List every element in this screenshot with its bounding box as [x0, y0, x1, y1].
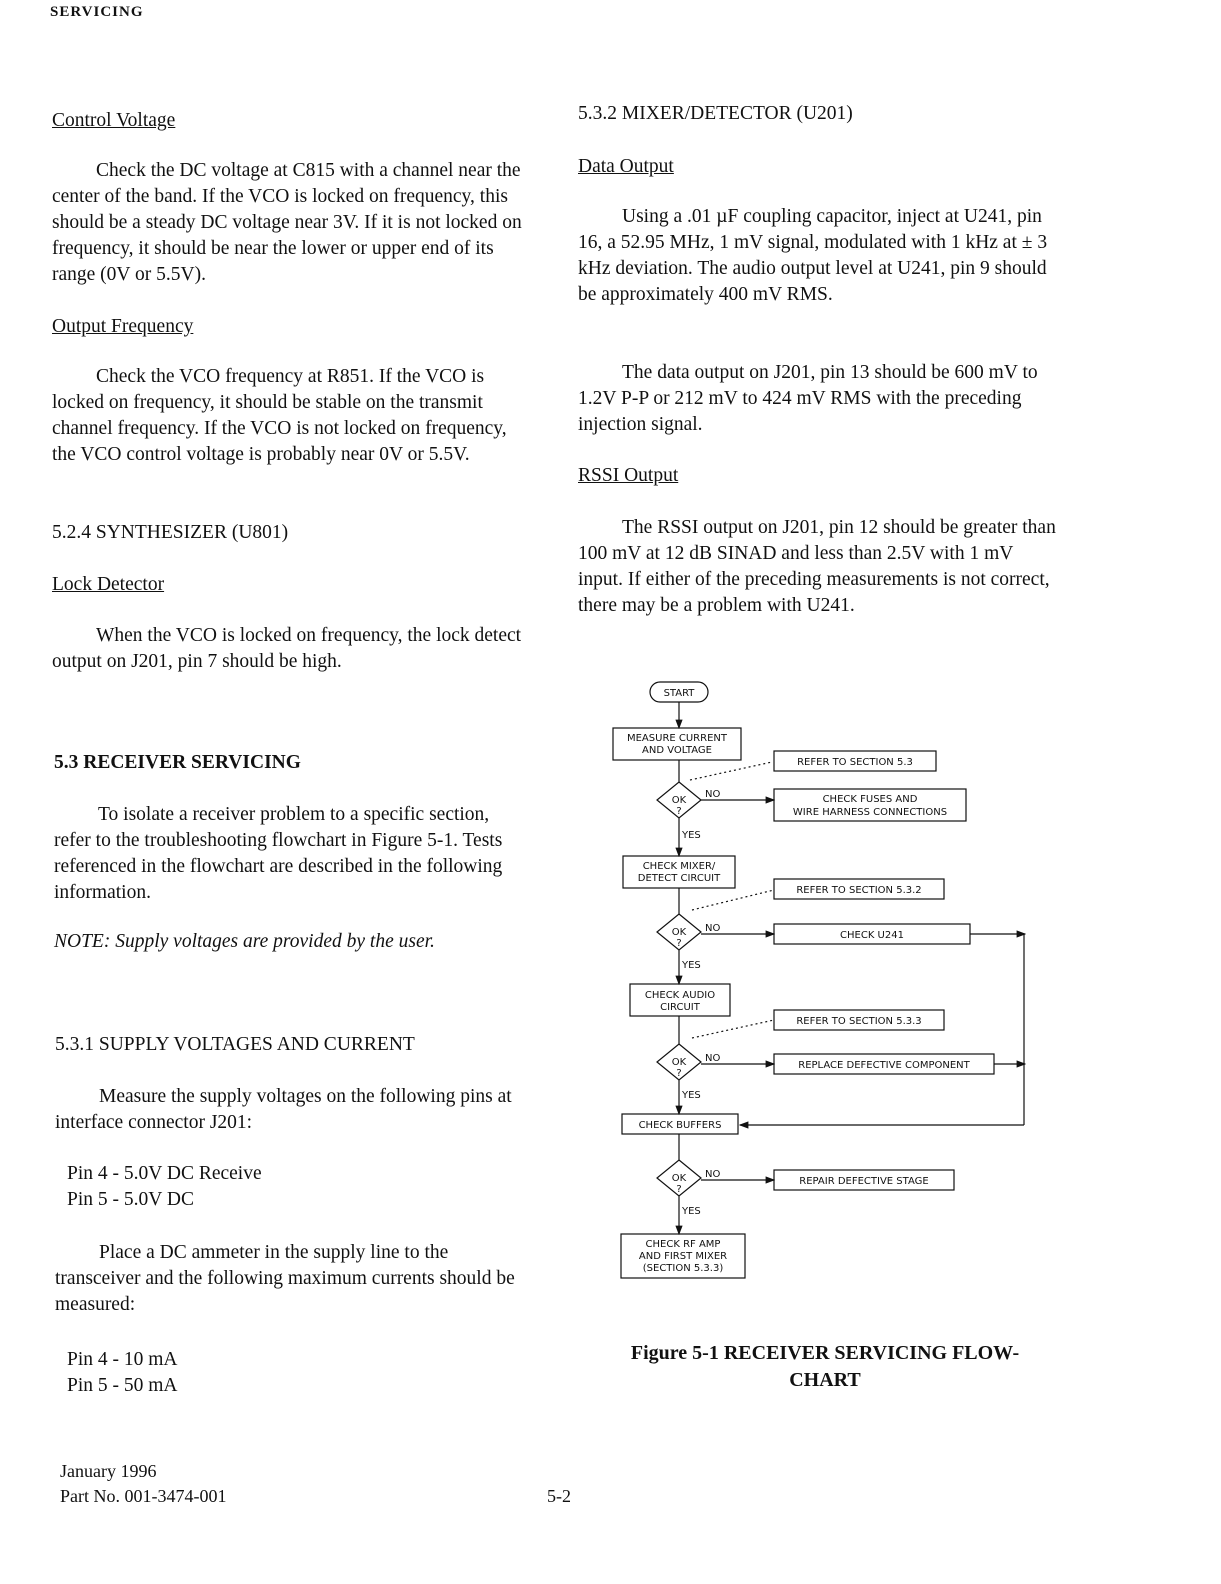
decision-4-q: ?: [676, 1184, 682, 1195]
check-audio-label-1: CHECK AUDIO: [644, 990, 716, 1001]
decision-4-ok: OK: [671, 1173, 687, 1184]
decision-1-yes: YES: [682, 830, 701, 841]
check-rf-label-1: CHECK RF AMP: [645, 1239, 721, 1250]
decision-3-no: NO: [705, 1053, 721, 1064]
receiver-flowchart: [600, 670, 1040, 1290]
check-fuses-label-1: CHECK FUSES AND: [822, 794, 918, 805]
check-mixer-label-2: DETECT CIRCUIT: [637, 873, 721, 884]
footer-date: January 1996: [60, 1461, 157, 1481]
current-pin-5: Pin 5 - 50 mA: [67, 1375, 178, 1396]
decision-3-yes: YES: [682, 1090, 701, 1101]
receiver-servicing-heading: 5.3 RECEIVER SERVICING: [54, 752, 301, 773]
refer-533-label: REFER TO SECTION 5.3.3: [796, 1016, 922, 1027]
supply-pin-5: Pin 5 - 5.0V DC: [67, 1189, 194, 1210]
figure-caption-line-1: Figure 5-1 RECEIVER SERVICING FLOW-: [630, 1342, 1020, 1364]
decision-2-yes: YES: [682, 960, 701, 971]
output-frequency-heading: Output Frequency: [52, 316, 194, 337]
decision-1-q: ?: [676, 806, 682, 817]
decision-1-ok: OK: [671, 795, 687, 806]
check-u241-label: CHECK U241: [840, 930, 904, 941]
decision-2-q: ?: [676, 938, 682, 949]
refer-53-label: REFER TO SECTION 5.3: [797, 757, 913, 768]
decision-2-no: NO: [705, 923, 721, 934]
check-mixer-label-1: CHECK MIXER/: [642, 861, 716, 872]
check-fuses-label-2: WIRE HARNESS CONNECTIONS: [792, 807, 948, 818]
decision-1-no: NO: [705, 789, 721, 800]
supply-voltages-text: Measure the supply voltages on the following pins at interface connector J201:: [55, 1086, 512, 1133]
footer-part-number: Part No. 001-3474-001: [60, 1486, 227, 1506]
synthesizer-heading: 5.2.4 SYNTHESIZER (U801): [52, 522, 289, 543]
supply-pin-4: Pin 4 - 5.0V DC Receive: [67, 1163, 262, 1184]
lock-detector-heading: Lock Detector: [52, 574, 165, 595]
mixer-detector-heading: 5.3.2 MIXER/DETECTOR (U201): [578, 103, 853, 124]
check-rf-label-3: (SECTION 5.3.3): [642, 1263, 724, 1274]
rssi-output-heading: RSSI Output: [578, 465, 679, 486]
replace-defective-label: REPLACE DEFECTIVE COMPONENT: [798, 1060, 970, 1071]
measure-label-1: MEASURE CURRENT: [626, 733, 728, 744]
receiver-servicing-text: To isolate a receiver problem to a specific section, refer to the troubleshooting flowchart in Figure 5-1. Tests referenced in the flowchart are described in the following information.: [54, 804, 503, 903]
decision-3-ok: OK: [671, 1057, 687, 1068]
figure-caption: [590, 1340, 1060, 1394]
control-voltage-heading: Control Voltage: [52, 110, 176, 131]
measure-label-2: AND VOLTAGE: [642, 745, 712, 756]
check-buffers-label: CHECK BUFFERS: [638, 1120, 722, 1131]
control-voltage-text: Check the DC voltage at C815 with a channel near the center of the band. If the VCO is locked on frequency, this should be a steady DC voltage near 3V. If it is not locked on frequency, it should be near the lower or upper end of its range (0V or 5.5V).: [52, 160, 522, 285]
output-frequency-text: Check the VCO frequency at R851. If the VCO is locked on frequency, it should be stable on the transmit channel frequency. If the VCO is not locked on frequency, the VCO control voltage is probably near 0V or 5.5V.: [52, 366, 507, 465]
decision-4-yes: YES: [682, 1206, 701, 1217]
lock-detector-text: When the VCO is locked on frequency, the lock detect output on J201, pin 7 should be high.: [52, 625, 522, 672]
decision-4-no: NO: [705, 1169, 721, 1180]
check-rf-label-2: AND FIRST MIXER: [638, 1251, 728, 1262]
repair-defective-label: REPAIR DEFECTIVE STAGE: [799, 1176, 929, 1187]
footer-page-number: 5-2: [547, 1486, 571, 1506]
ammeter-text: Place a DC ammeter in the supply line to the transceiver and the following maximum currents should be measured:: [55, 1242, 515, 1315]
rssi-output-text: The RSSI output on J201, pin 12 should be greater than 100 mV at 12 dB SINAD and less than 2.5V with 1 mV input. If either of the preceding measurements is not correct, there may be a problem with U241.: [578, 517, 1056, 616]
supply-note: NOTE: Supply voltages are provided by the user.: [54, 931, 435, 952]
refer-532-label: REFER TO SECTION 5.3.2: [796, 885, 922, 896]
supply-voltages-heading: 5.3.1 SUPPLY VOLTAGES AND CURRENT: [55, 1034, 415, 1055]
decision-3-q: ?: [676, 1068, 682, 1079]
data-output-text-2: The data output on J201, pin 13 should be 600 mV to 1.2V P-P or 212 mV to 424 mV RMS with the preceding injection signal.: [578, 362, 1038, 435]
page-header: SERVICING: [50, 4, 144, 20]
figure-caption-line-2: CHART: [789, 1369, 861, 1391]
start-label: START: [663, 688, 695, 699]
decision-2-ok: OK: [671, 927, 687, 938]
data-output-heading: Data Output: [578, 156, 674, 177]
check-audio-label-2: CIRCUIT: [660, 1002, 700, 1013]
data-output-text-1: Using a .01 µF coupling capacitor, inject at U241, pin 16, a 52.95 MHz, 1 mV signal, modulated with 1 kHz at ± 3 kHz deviation. The audio output level at U241, pin 9 should be approximately 400 mV RMS.: [578, 206, 1048, 305]
current-pin-4: Pin 4 - 10 mA: [67, 1349, 178, 1370]
